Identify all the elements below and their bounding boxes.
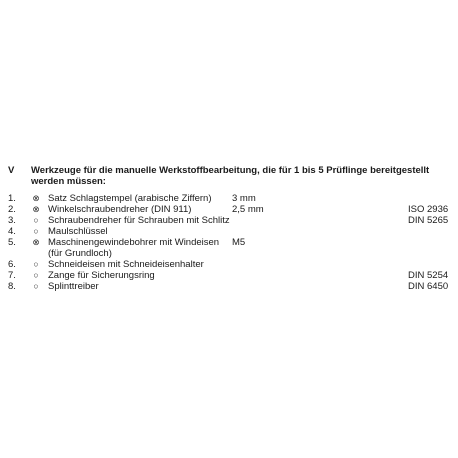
item-number: 6. <box>8 259 16 270</box>
item-number: 8. <box>8 281 16 292</box>
list-item <box>8 270 454 281</box>
circle-icon: ○ <box>33 226 39 236</box>
item-description: Schraubendreher für Schrauben mit Schlitz <box>48 215 230 226</box>
item-description: Maulschlüssel <box>48 226 108 237</box>
item-description: Zange für Sicherungsring <box>48 270 155 281</box>
tool-list <box>8 193 454 292</box>
list-item <box>8 215 454 226</box>
item-number: 4. <box>8 226 16 237</box>
item-description: Satz Schlagstempel (arabische Ziffern) <box>48 193 212 204</box>
item-description: Splinttreiber <box>48 281 99 292</box>
section-heading <box>31 165 441 187</box>
section-heading-line1: Werkzeuge für die manuelle Werkstoffbearbeitung, die für 1 bis 5 Prüflinge bereitgestellt <box>31 165 430 176</box>
item-number: 3. <box>8 215 16 226</box>
item-description: Winkelschraubendreher (DIN 911) <box>48 204 192 215</box>
item-description: Maschinengewindebohrer mit Windeisen (für Grundloch) <box>48 237 238 259</box>
circle-icon: ○ <box>33 215 39 225</box>
item-number: 5. <box>8 237 16 248</box>
circle-icon: ○ <box>33 259 39 269</box>
list-item <box>8 237 454 259</box>
item-standard: DIN 5254 <box>408 270 449 281</box>
circle-icon: ○ <box>33 281 39 291</box>
item-number: 1. <box>8 193 16 204</box>
circle-icon: ○ <box>33 270 39 280</box>
list-item <box>8 259 454 270</box>
section-header <box>8 165 454 187</box>
item-number: 7. <box>8 270 16 281</box>
section-letter: V <box>8 165 15 176</box>
list-item <box>8 281 454 292</box>
item-size: 3 mm <box>232 193 256 204</box>
item-description-note: (für Grundloch) <box>48 248 112 259</box>
item-size: M5 <box>232 237 246 248</box>
item-standard: ISO 2936 <box>408 204 449 215</box>
list-item <box>8 193 454 204</box>
crossed-circle-icon: ⊗ <box>32 237 40 247</box>
item-size: 2,5 mm <box>232 204 264 215</box>
crossed-circle-icon: ⊗ <box>32 193 40 203</box>
crossed-circle-icon: ⊗ <box>32 204 40 214</box>
item-standard: DIN 5265 <box>408 215 449 226</box>
tool-list-section <box>8 165 454 292</box>
item-number: 2. <box>8 204 16 215</box>
section-heading-line2: werden müssen: <box>31 176 106 187</box>
list-item <box>8 204 454 215</box>
item-description: Schneideisen mit Schneideisenhalter <box>48 259 204 270</box>
list-item <box>8 226 454 237</box>
item-standard: DIN 6450 <box>408 281 449 292</box>
